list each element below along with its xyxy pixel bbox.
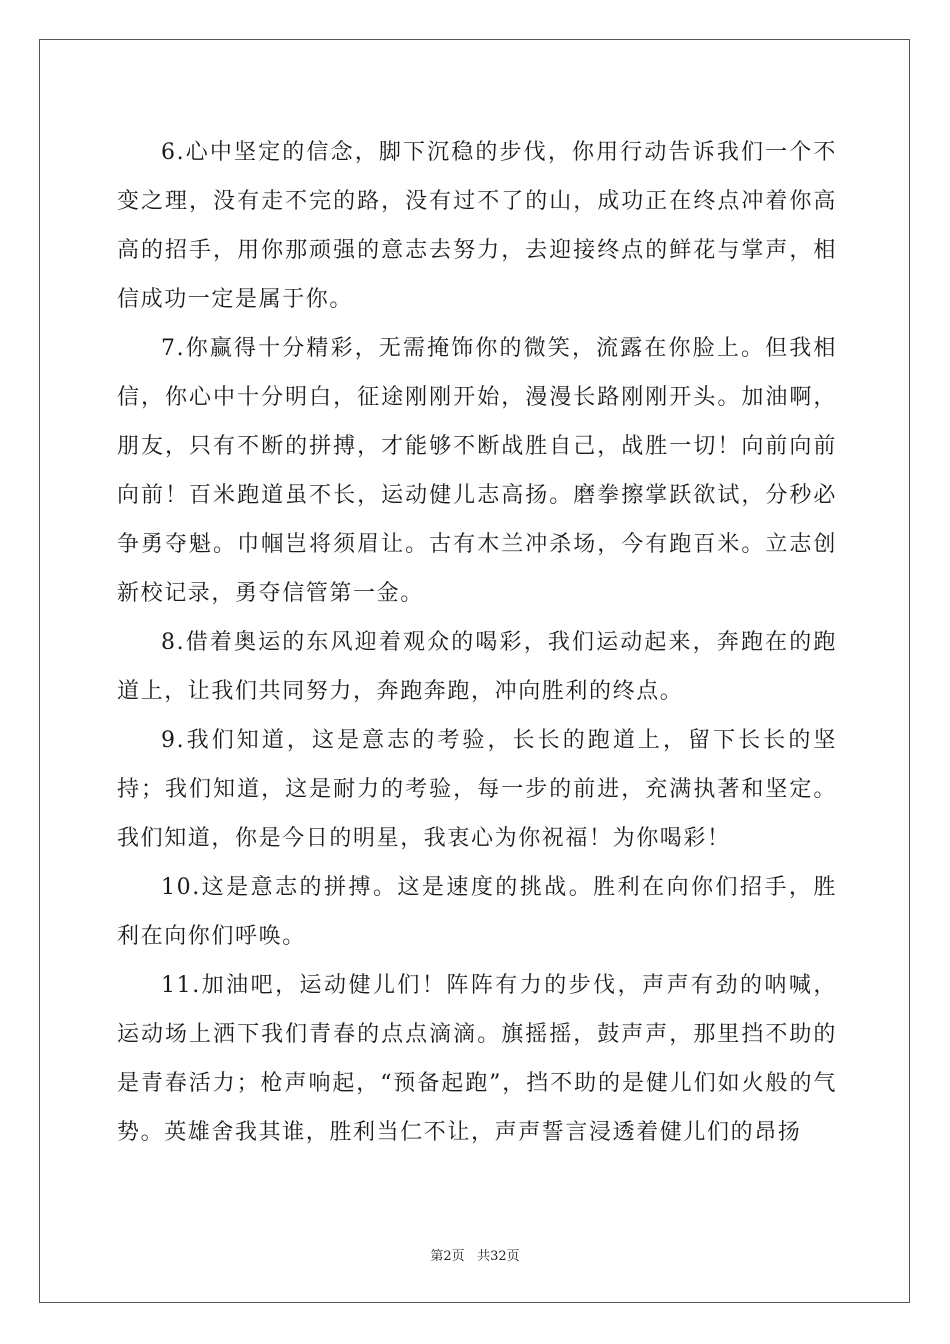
- page-footer: [0, 1248, 950, 1266]
- page-total: 共32页: [477, 1249, 520, 1264]
- paragraph-8: 8.借着奥运的东风迎着观众的喝彩，我们运动起来，奔跑在的跑道上，让我们共同努力，奔跑奔跑，冲向胜利的终点。: [117, 630, 837, 704]
- document-body: [117, 128, 837, 1157]
- page-number: 第2页: [430, 1249, 465, 1264]
- paragraph-9: 9.我们知道，这是意志的考验，长长的跑道上，留下长长的坚持；我们知道，这是耐力的考验，每一步的前进，充满执著和坚定。我们知道，你是今日的明星，我衷心为你祝福！为你喝彩！: [117, 728, 837, 851]
- paragraph-7: 7.你赢得十分精彩，无需掩饰你的微笑，流露在你脸上。但我相信，你心中十分明白，征途刚刚开始，漫漫长路刚刚开头。加油啊，朋友，只有不断的拼搏，才能够不断战胜自己，战胜一切！向前向前向前！百米跑道虽不长，运动健儿志高扬。磨拳擦掌跃欲试，分秒必争勇夺魁。巾帼岂将须眉让。古有木兰冲杀场，今有跑百米。立志创新校记录，勇夺信管第一金。: [117, 336, 837, 606]
- paragraph-11: 11.加油吧，运动健儿们！阵阵有力的步伐，声声有劲的呐喊，运动场上洒下我们青春的点点滴滴。旗摇摇，鼓声声，那里挡不助的是青春活力；枪声响起，“预备起跑”，挡不助的是健儿们如火般的气势。英雄舍我其谁，胜利当仁不让，声声誓言浸透着健儿们的昂扬: [117, 973, 837, 1145]
- paragraph-6: 6.心中坚定的信念，脚下沉稳的步伐，你用行动告诉我们一个不变之理，没有走不完的路，没有过不了的山，成功正在终点冲着你高高的招手，用你那顽强的意志去努力，去迎接终点的鲜花与掌声，相信成功一定是属于你。: [117, 140, 837, 312]
- paragraph-10: 10.这是意志的拼搏。这是速度的挑战。胜利在向你们招手，胜利在向你们呼唤。: [117, 875, 837, 949]
